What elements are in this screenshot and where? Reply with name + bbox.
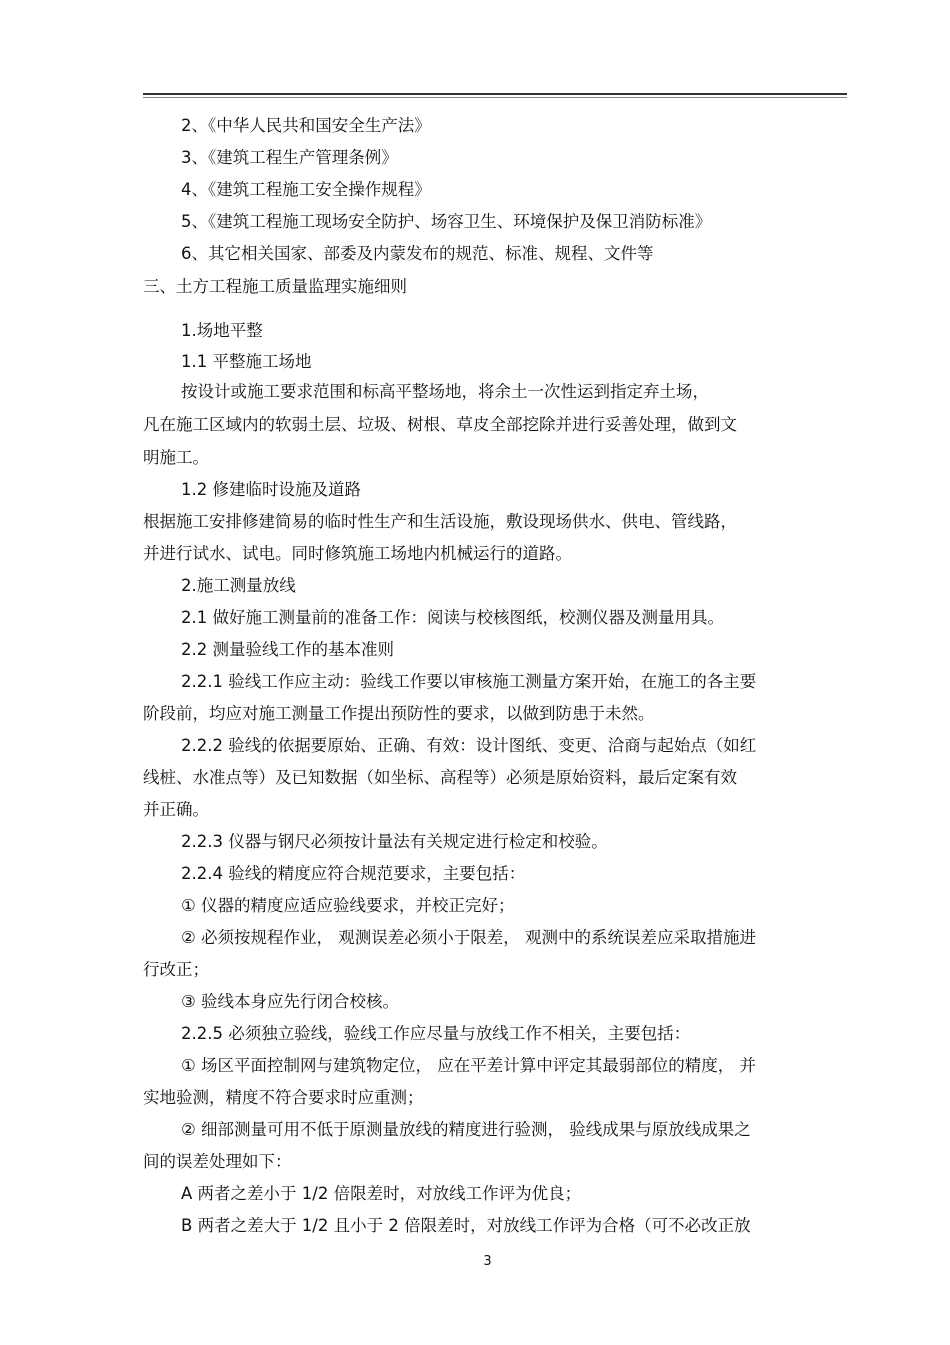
subsection-heading: 1.场地平整 [181, 321, 263, 340]
text-line: 行改正； [143, 960, 209, 979]
list-item: ② 细部测量可用不低于原测量放线的精度进行验测， 验线成果与原放线成果之 [181, 1120, 751, 1139]
text-line: 阶段前，均应对施工测量工作提出预防性的要求，以做到防患于未然。 [143, 704, 655, 723]
text-line: 实地验测，精度不符合要求时应重测； [143, 1088, 424, 1107]
subsection-heading: 2.施工测量放线 [181, 576, 296, 595]
text-line: 根据施工安排修建简易的临时性生产和生活设施，敷设现场供水、供电、管线路， [143, 512, 737, 531]
text-line: 2.2.2 验线的依据要原始、正确、有效：设计图纸、变更、洽商与起始点（如红 [181, 736, 757, 755]
list-item: ① 场区平面控制网与建筑物定位， 应在平差计算中评定其最弱部位的精度， 并 [181, 1056, 757, 1075]
subsection-heading: 2.2 测量验线工作的基本准则 [181, 640, 394, 659]
text-line: 并进行试水、试电。同时修筑施工场地内机械运行的道路。 [143, 544, 572, 563]
text-line: 2.2.5 必须独立验线，验线工作应尽量与放线工作不相关，主要包括： [181, 1024, 691, 1043]
text-line: 2.2.1 验线工作应主动：验线工作要以审核施工测量方案开始，在施工的各主要 [181, 672, 757, 691]
list-item: ① 仪器的精度应适应验线要求，并校正完好； [181, 896, 515, 915]
text-line: 按设计或施工要求范围和标高平整场地，将余土一次性运到指定弃土场， [181, 382, 709, 401]
list-item: ② 必须按规程作业， 观测误差必须小于限差， 观测中的系统误差应采取措施进 [181, 928, 757, 947]
header-rule [143, 93, 847, 95]
text-line: 明施工。 [143, 448, 209, 467]
text-line: 凡在施工区域内的软弱土层、垃圾、树根、草皮全部挖除并进行妥善处理，做到文 [143, 415, 737, 434]
header-rule-thin [143, 97, 847, 98]
text-line: 线桩、水准点等）及已知数据（如坐标、高程等）必须是原始资料，最后定案有效 [143, 768, 737, 787]
list-item: B 两者之差大于 1/2 且小于 2 倍限差时，对放线工作评为合格（可不必改正放 [181, 1216, 751, 1235]
text-line: 5、《建筑工程施工现场安全防护、场容卫生、环境保护及保卫消防标准》 [181, 212, 712, 231]
text-line: 6、其它相关国家、部委及内蒙发布的规范、标准、规程、文件等 [181, 244, 654, 263]
list-item: A 两者之差小于 1/2 倍限差时，对放线工作评为优良； [181, 1184, 582, 1203]
text-line: 3、《建筑工程生产管理条例》 [181, 148, 398, 167]
text-line: 2.2.3 仪器与钢尺必须按计量法有关规定进行检定和校验。 [181, 832, 608, 851]
subsection-heading: 1.1 平整施工场地 [181, 352, 312, 371]
text-line: 2.2.4 验线的精度应符合规范要求，主要包括： [181, 864, 526, 883]
section-heading: 三、土方工程施工质量监理实施细则 [143, 277, 407, 296]
subsection-heading: 1.2 修建临时设施及道路 [181, 480, 361, 499]
text-line: 2.1 做好施工测量前的准备工作：阅读与校核图纸，校测仪器及测量用具。 [181, 608, 724, 627]
list-item: ③ 验线本身应先行闭合校核。 [181, 992, 400, 1011]
text-line: 间的误差处理如下： [143, 1152, 292, 1171]
text-line: 2、《中华人民共和国安全生产法》 [181, 116, 431, 135]
text-line: 并正确。 [143, 800, 209, 819]
page-number: 3 [483, 1254, 492, 1269]
text-line: 4、《建筑工程施工安全操作规程》 [181, 180, 431, 199]
